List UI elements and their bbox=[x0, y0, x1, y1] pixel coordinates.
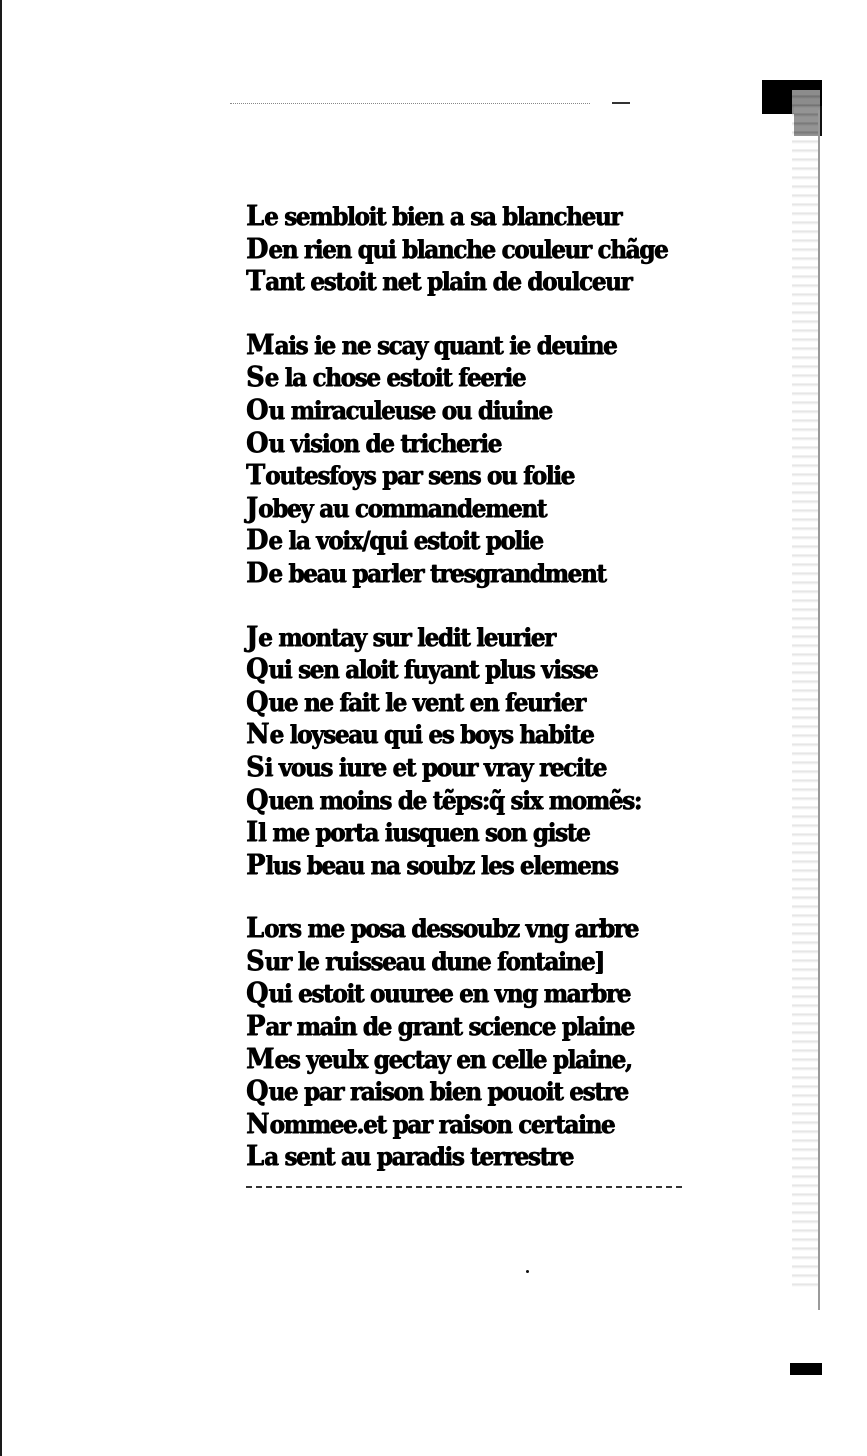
verse-line: Tant estoit net plain de doulceur bbox=[246, 264, 632, 298]
verse-line: Lors me posa dessoubz vng arbre bbox=[246, 911, 639, 945]
verse-line: De beau parler tresgrandment bbox=[246, 555, 606, 589]
head-dash bbox=[612, 102, 630, 104]
poem-text bbox=[246, 200, 686, 1204]
head-dotted-rule bbox=[230, 103, 590, 104]
verse-line: Qui sen aloit fuyant plus visse bbox=[246, 652, 598, 686]
ink-speck bbox=[526, 1270, 529, 1273]
verse-line: Que par raison bien pouoit estre bbox=[246, 1074, 628, 1108]
verse-line: De la voix/qui estoit polie bbox=[246, 523, 543, 557]
bottom-dashed-rule bbox=[246, 1186, 682, 1191]
facing-page-shadow bbox=[792, 90, 820, 1290]
running-head-rule bbox=[230, 100, 630, 106]
verse-line: Jobey au commandement bbox=[246, 490, 547, 524]
verse-line: Mes yeulx gectay en celle plaine, bbox=[246, 1041, 632, 1075]
verse-line: Sur le ruisseau dune fontaine] bbox=[246, 943, 604, 977]
verse-line: Qui estoit ouuree en vng marbre bbox=[246, 976, 631, 1010]
verse-line: Plus beau na soubz les elemens bbox=[246, 847, 618, 881]
page-edge-mark-bottom bbox=[790, 1363, 822, 1375]
verse-line: Il me porta iusquen son giste bbox=[246, 815, 590, 849]
verse-line: Nommee.et par raison certaine bbox=[246, 1106, 615, 1140]
verse-line: Quen moins de tẽps:q̃ six momẽs: bbox=[246, 782, 642, 816]
page-gutter-line bbox=[818, 110, 820, 1310]
verse-line: Se la chose estoit feerie bbox=[246, 360, 526, 394]
stanza-3 bbox=[246, 621, 686, 882]
verse-line: Que ne fait le vent en feurier bbox=[246, 684, 585, 718]
verse-line: Ou vision de tricherie bbox=[246, 425, 502, 459]
verse-line: Ne loyseau qui es boys habite bbox=[246, 717, 594, 751]
verse-line: Le sembloit bien a sa blancheur bbox=[246, 199, 622, 232]
verse-line: Je montay sur ledit leurier bbox=[246, 619, 555, 653]
stanza-1 bbox=[246, 200, 686, 298]
verse-line: La sent au paradis terrestre bbox=[246, 1139, 574, 1173]
verse-line: Ou miraculeuse ou diuine bbox=[246, 392, 552, 426]
verse-line: Toutesfoys par sens ou folie bbox=[246, 458, 575, 492]
verse-line: Den rien qui blanche couleur chãge bbox=[246, 231, 668, 265]
verse-line: Si vous iure et pour vray recite bbox=[246, 749, 607, 783]
verse-line: Mais ie ne scay quant ie deuine bbox=[246, 327, 617, 361]
verse-line: Par main de grant science plaine bbox=[246, 1009, 634, 1043]
stanza-4 bbox=[246, 912, 686, 1173]
stanza-2 bbox=[246, 329, 686, 590]
